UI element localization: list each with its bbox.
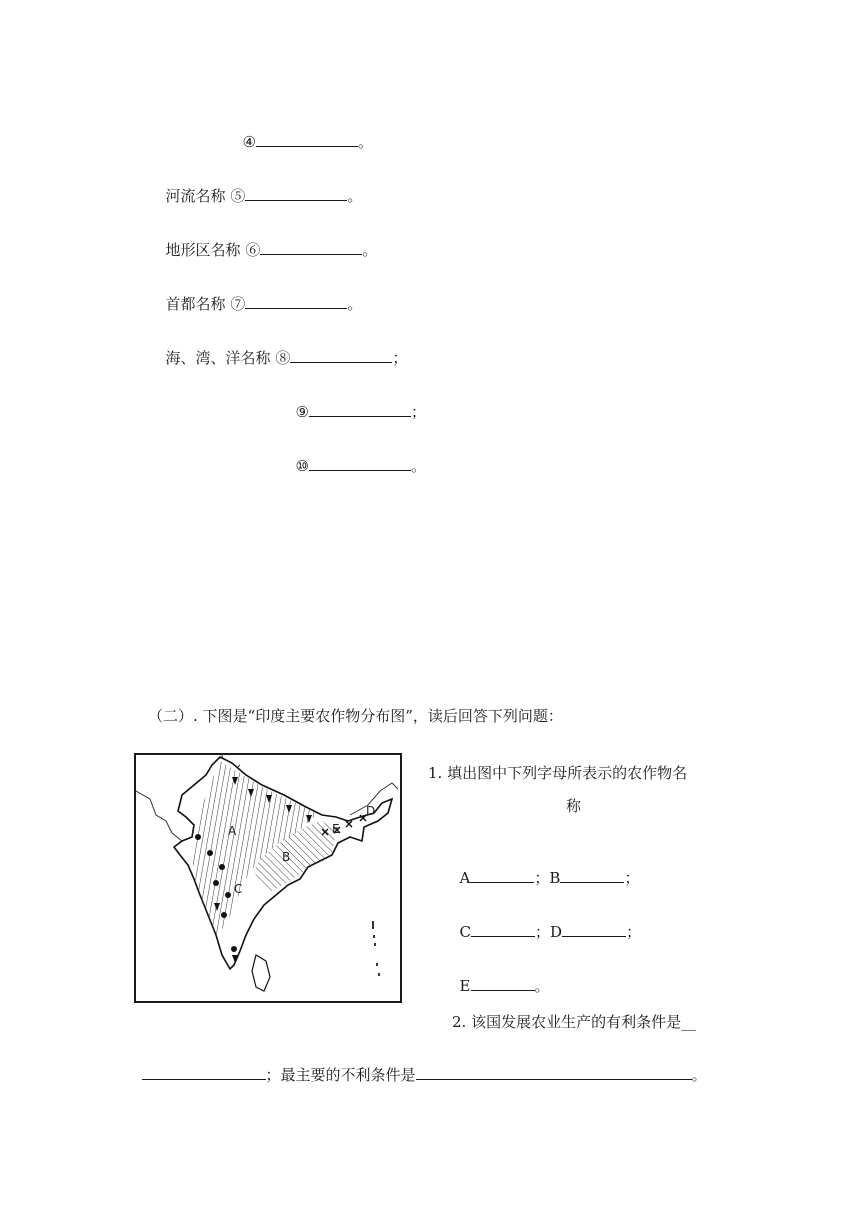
terrain-number: ⑥	[245, 241, 261, 259]
q2-mid-text: ；最主要的不利条件是	[265, 1066, 416, 1084]
label-d: D	[550, 923, 563, 941]
neighbor-coast-west	[136, 791, 182, 841]
item-4-number: ④	[242, 133, 256, 151]
capital-name-line	[156, 274, 362, 314]
map-label-d: D	[366, 804, 376, 818]
item-4-line	[233, 112, 373, 152]
q2-favorable-blank[interactable]	[142, 1067, 266, 1080]
terrain-end: 。	[362, 241, 378, 259]
blank-d[interactable]	[562, 924, 626, 937]
item-10-end: 。	[411, 457, 427, 475]
capital-number: ⑦	[230, 295, 246, 313]
sri-lanka	[252, 955, 270, 991]
item-4-blank[interactable]	[256, 134, 358, 147]
label-c: C	[459, 923, 472, 941]
sep-b: ；	[624, 869, 640, 887]
blank-e[interactable]	[471, 978, 535, 991]
map-label-a: A	[228, 824, 237, 838]
blank-a[interactable]	[470, 870, 534, 883]
q1-row-ab	[450, 848, 639, 888]
islands	[372, 921, 380, 976]
map-label-c: C	[234, 882, 243, 896]
label-b: B	[549, 869, 561, 887]
sep-d: ；	[626, 923, 642, 941]
item-9-number: ⑨	[295, 403, 309, 421]
q1-row-e	[450, 956, 550, 996]
item-4-end: 。	[358, 133, 374, 151]
item-10-number: ⑩	[295, 457, 309, 475]
period-e: 。	[534, 977, 550, 995]
q1-line2: 称	[566, 797, 582, 815]
q2-line1: 2. 该国发展农业生产的有利条件是__	[452, 1013, 697, 1031]
river-name-line	[156, 166, 362, 206]
river-number: ⑤	[230, 187, 246, 205]
item-10-blank[interactable]	[309, 458, 411, 471]
india-map-drawing	[136, 755, 400, 1001]
seas-number: ⑧	[275, 349, 291, 367]
q1-line1: 1. 填出图中下列字母所表示的农作物名	[428, 764, 688, 782]
sep-cd: ；	[535, 923, 551, 941]
item-9-line	[286, 382, 426, 422]
q2-line2	[132, 1045, 707, 1085]
map-label-e: E	[332, 822, 340, 836]
capital-blank[interactable]	[245, 296, 347, 309]
river-blank[interactable]	[245, 188, 347, 201]
river-end: 。	[347, 187, 363, 205]
item-9-end: ；	[411, 403, 427, 421]
capital-end: 。	[347, 295, 363, 313]
item-9-blank[interactable]	[309, 404, 411, 417]
q2-end: 。	[691, 1066, 707, 1084]
q1-row-cd	[450, 902, 641, 942]
q2-unfavorable-blank[interactable]	[416, 1067, 692, 1080]
terrain-label: 地形区名称	[165, 241, 241, 259]
label-e: E	[459, 977, 471, 995]
seas-end: ；	[392, 349, 408, 367]
terrain-name-line	[156, 220, 377, 260]
part2-heading: （二）. 下图是“印度主要农作物分布图”，读后回答下列问题：	[148, 707, 563, 725]
sep-ab: ；	[534, 869, 550, 887]
capital-label: 首都名称	[165, 295, 226, 313]
blank-c[interactable]	[471, 924, 535, 937]
item-10-line	[286, 436, 426, 476]
seas-label: 海、湾、洋名称	[165, 349, 271, 367]
seas-name-line	[156, 328, 407, 368]
seas-blank[interactable]	[290, 350, 392, 363]
terrain-blank[interactable]	[260, 242, 362, 255]
map-label-b: B	[282, 850, 291, 864]
blank-b[interactable]	[560, 870, 624, 883]
india-crop-map	[134, 753, 402, 1003]
river-label: 河流名称	[165, 187, 226, 205]
label-a: A	[459, 869, 471, 887]
